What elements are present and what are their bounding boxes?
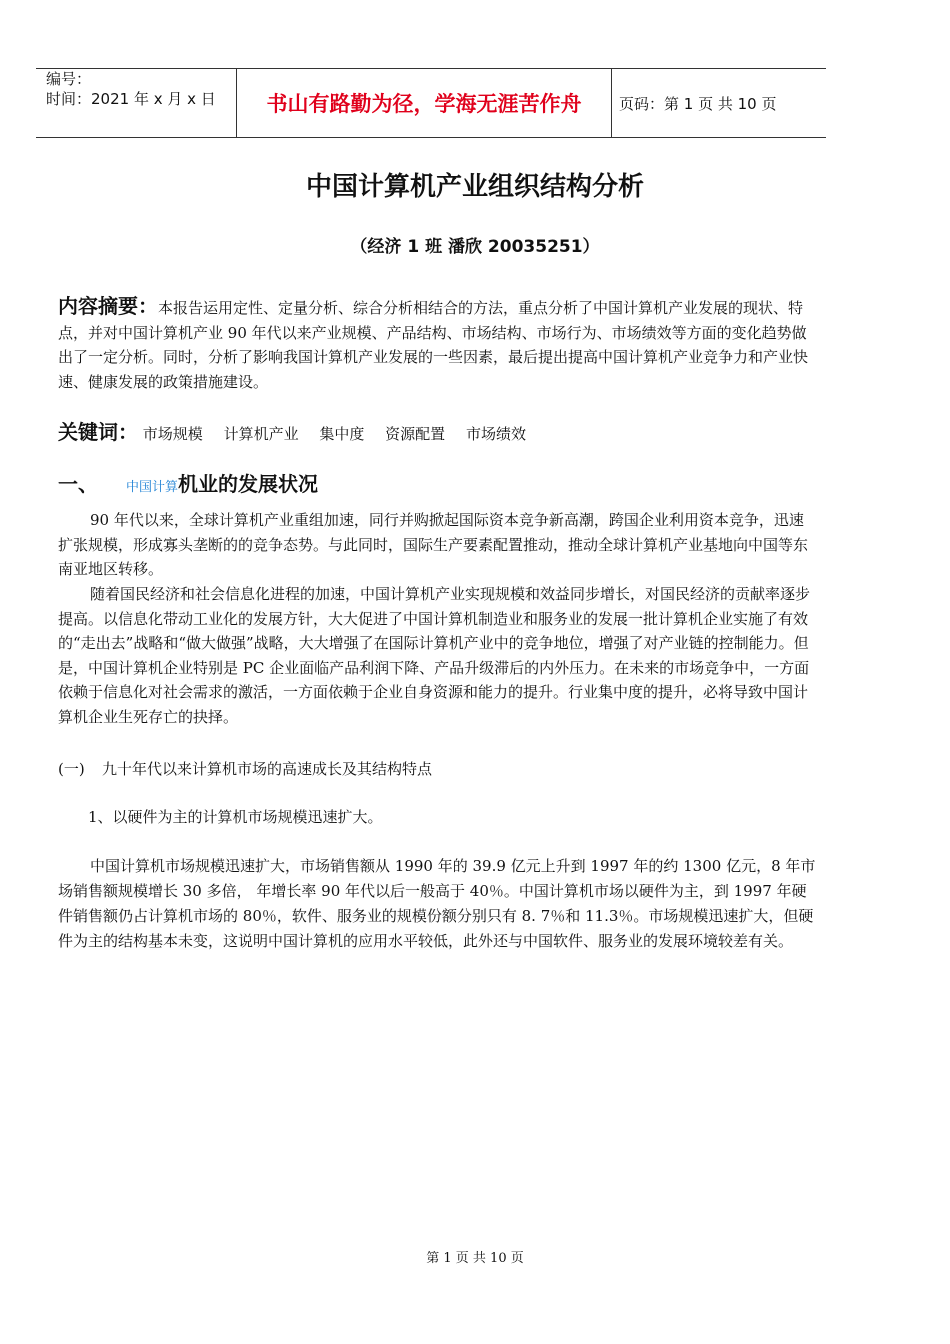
keyword: 集中度 <box>319 425 365 443</box>
keyword: 市场绩效 <box>465 425 526 443</box>
keywords-section <box>58 420 818 447</box>
body-paragraph-3 <box>58 854 818 954</box>
header-meta-cell <box>36 69 236 137</box>
abstract-label: 内容摘要： <box>58 294 158 318</box>
subsection-title: 九十年代以来计算机市场的高速成长及其结构特点 <box>102 760 433 778</box>
header-motto-cell <box>236 69 612 137</box>
section-heading-text: 机业的发展状况 <box>178 472 319 496</box>
number-label: 编号： <box>46 70 92 88</box>
keyword: 计算机产业 <box>223 425 299 443</box>
author-line: （经济 1 班 潘欣 20035251） <box>350 237 600 257</box>
document-header-table <box>36 68 826 138</box>
section-heading <box>58 468 318 497</box>
body-paragraph-1 <box>58 508 818 582</box>
page-info: 页码：第 1 页 共 10 页 <box>619 94 777 113</box>
abstract-section <box>58 294 818 394</box>
keyword: 市场规模 <box>142 425 203 443</box>
section-heading-blue-text: 中国计算 <box>126 480 179 495</box>
time-label: 时间：2021 年 x 月 x 日 <box>46 90 216 108</box>
keyword: 资源配置 <box>385 425 446 443</box>
motto-text: 书山有路勤为径，学海无涯苦作舟 <box>266 92 582 116</box>
body-paragraph-2 <box>58 582 818 729</box>
document-title: 中国计算机产业组织结构分析 <box>305 172 644 202</box>
paragraph-text: 90 年代以来，全球计算机产业重组加速，同行并购掀起国际资本竞争新高潮，跨国企业利用资本竞争，迅速扩张规模，形成寡头垄断的的竞争态势。与此同时，国际生产要素配置推动，推动全球计算机产业基地向中国等东南亚地区转移。 <box>58 511 809 578</box>
subsection-number: (一) <box>58 760 85 778</box>
section-number: 一、 <box>58 472 98 496</box>
paragraph-text: 随着国民经济和社会信息化进程的加速，中国计算机产业实现规模和效益同步增长，对国民经济的贡献率逐步提高。以信息化带动工业化的发展方针，大大促进了中国计算机制造业和服务业的发展一批计算机企业实施了有效的“走出去”战略和“做大做强”战略，大大增强了在国际计算机产业中的竞争地位，增强了对产业链的控制能力。但是，中国计算机企业特别是 PC 企业面临产品利润下降、产品升级滞后的内外压力。在未来的市场竞争中，一方面依赖于信息化对社会需求的激活，一方面依赖于企业自身资源和能力的提升。行业集中度的提升，必将导致中国计算机企业生死存亡的抉择。 <box>58 585 811 726</box>
abstract-text: 本报告运用定性、定量分析、综合分析相结合的方法，重点分析了中国计算机产业发展的现状、特点，并对中国计算机产业 90 年代以来产业规模、产品结构、市场结构、市场行为、市场绩效等方面的变化趋势做出了一定分析。同时，分析了影响我国计算机产业发展的一些因素，最后提出提高中国计算机产业竞争力和产业快速、健康发展的政策措施建设。 <box>58 299 809 391</box>
subsection-heading <box>58 758 432 779</box>
keywords-label: 关键词： <box>58 420 138 444</box>
subsubsection-heading: 1、以硬件为主的计算机市场规模迅速扩大。 <box>88 808 383 826</box>
page-footer: 第 1 页 共 10 页 <box>426 1251 524 1266</box>
paragraph-text: 中国计算机市场规模迅速扩大，市场销售额从 1990 年的 39.9 亿元上升到 1997 年的约 1300 亿元，8 年市场销售额规模增长 30 多倍， 年增长率 90 年代以后一般高于 40％。中国计算机市场以硬件为主，到 1997 年硬件销售额仍占计算机市场的 80％，软件、服务业的规模份额分别只有 8. 7％和 11.3％。市场规模迅速扩大，但硬件为主的结构基本未变，这说明中国计算机的应用水平较低，此外还与中国软件、服务业的发展环境较差有关。 <box>58 857 816 950</box>
